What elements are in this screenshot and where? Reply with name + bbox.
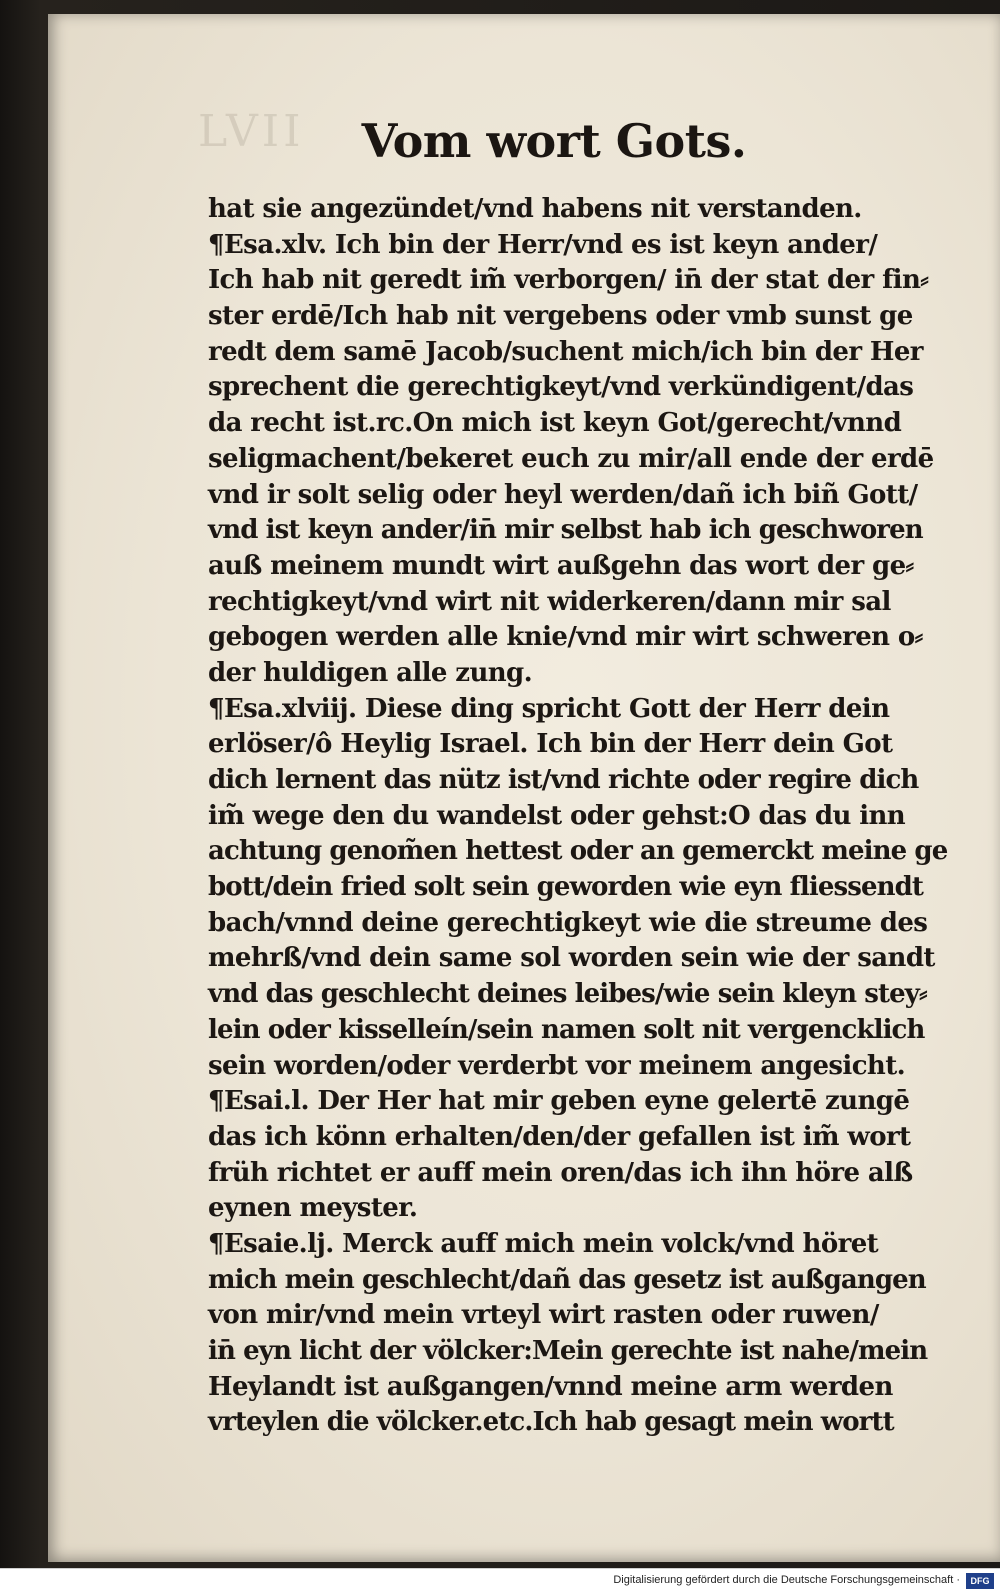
text-line: vnd das geschlecht deines leibes/wie sein kleyn stey⸗ (208, 979, 927, 1010)
text-line: ster erdē/Ich hab nit vergebens oder vmb sunst ge (208, 301, 913, 332)
text-line: ¶Esa.xlviij. Diese ding spricht Gott der Herr dein (208, 693, 890, 724)
text-line: im̃ wege den du wandelst oder gehst:O das du inn (208, 800, 906, 831)
book-page (48, 14, 1000, 1562)
digitization-footer (0, 1568, 1000, 1594)
text-line: auß meinem mundt wirt außgehn das wort der ge⸗ (208, 550, 914, 581)
text-line: das ich könn erhalten/den/der gefallen ist im̃ wort (208, 1121, 911, 1152)
funding-credit: Digitalisierung gefördert durch die Deutsche Forschungsgemeinschaft · (613, 1574, 960, 1586)
text-line: bott/dein fried solt sein geworden wie eyn fliessendt (208, 872, 924, 903)
text-line: seligmachent/bekeret euch zu mir/all ende der erdē (208, 443, 934, 474)
text-line: ¶Esai.l. Der Her hat mir geben eyne gelertē zungē (208, 1086, 910, 1117)
text-line: mehrß/vnd dein same sol worden sein wie der sandt (208, 943, 935, 974)
text-line: früh richtet er auff mein oren/das ich ihn höre alß (208, 1157, 913, 1188)
text-line: erlöser/ô Heylig Israel. Ich bin der Herr dein Got (208, 729, 893, 760)
text-line: vrteylen die völcker.etc.Ich hab gesagt mein wortt (208, 1407, 894, 1438)
dfg-logo: DFG (966, 1573, 994, 1589)
text-line: dich lernent das nütz ist/vnd richte oder regire dich (208, 765, 919, 795)
text-line: bach/vnnd deine gerechtigkeyt wie die streume des (208, 907, 928, 938)
text-line: vnd ist keyn ander/in̄ mir selbst hab ich geschworen (208, 515, 923, 546)
text-line: Ich hab nit geredt im̃ verborgen/ in̄ der stat der fin⸗ (208, 265, 929, 296)
text-line: sprechent die gerechtigkeyt/vnd verkündigent/das (208, 372, 914, 403)
body-text (208, 192, 998, 1441)
text-line: hat sie angezündet/vnd habens nit verstanden. (208, 194, 862, 224)
text-line: der huldigen alle zung. (208, 657, 533, 688)
text-line: da recht ist.rc.On mich ist keyn Got/gerecht/vnnd (208, 408, 902, 439)
text-line: lein oder kisselleín/sein namen solt nit vergencklich (208, 1014, 925, 1045)
text-line: mich mein geschlecht/dañ das gesetz ist außgangen (208, 1264, 926, 1295)
text-line: Heylandt ist außgangen/vnnd meine arm werden (208, 1371, 893, 1402)
text-line: vnd ir solt selig oder heyl werden/dañ ich biñ Gott/ (208, 479, 918, 510)
text-line: sein worden/oder verderbt vor meinem angesicht. (208, 1050, 906, 1081)
text-line: eynen meyster. (208, 1193, 418, 1224)
text-line: gebogen werden alle knie/vnd mir wirt schweren o⸗ (208, 622, 923, 653)
text-line: ¶Esa.xlv. Ich bin der Herr/vnd es ist keyn ander/ (208, 229, 878, 260)
bleed-through-folio: LVII (198, 106, 305, 157)
text-line: in̄ eyn licht der völcker:Mein gerechte ist nahe/mein (208, 1336, 928, 1366)
text-line: achtung genom̃en hettest oder an gemerckt meine ge (208, 836, 948, 867)
text-line: ¶Esaie.lj. Merck auff mich mein volck/vnd höret (208, 1228, 879, 1259)
text-line: redt dem samē Jacob/suchent mich/ich bin der Her (208, 336, 923, 367)
running-head: Vom wort Gots. (361, 114, 747, 168)
text-line: rechtigkeyt/vnd wirt nit widerkeren/dann mir sal (208, 586, 891, 617)
text-line: von mir/vnd mein vrteyl wirt rasten oder ruwen/ (208, 1300, 879, 1331)
